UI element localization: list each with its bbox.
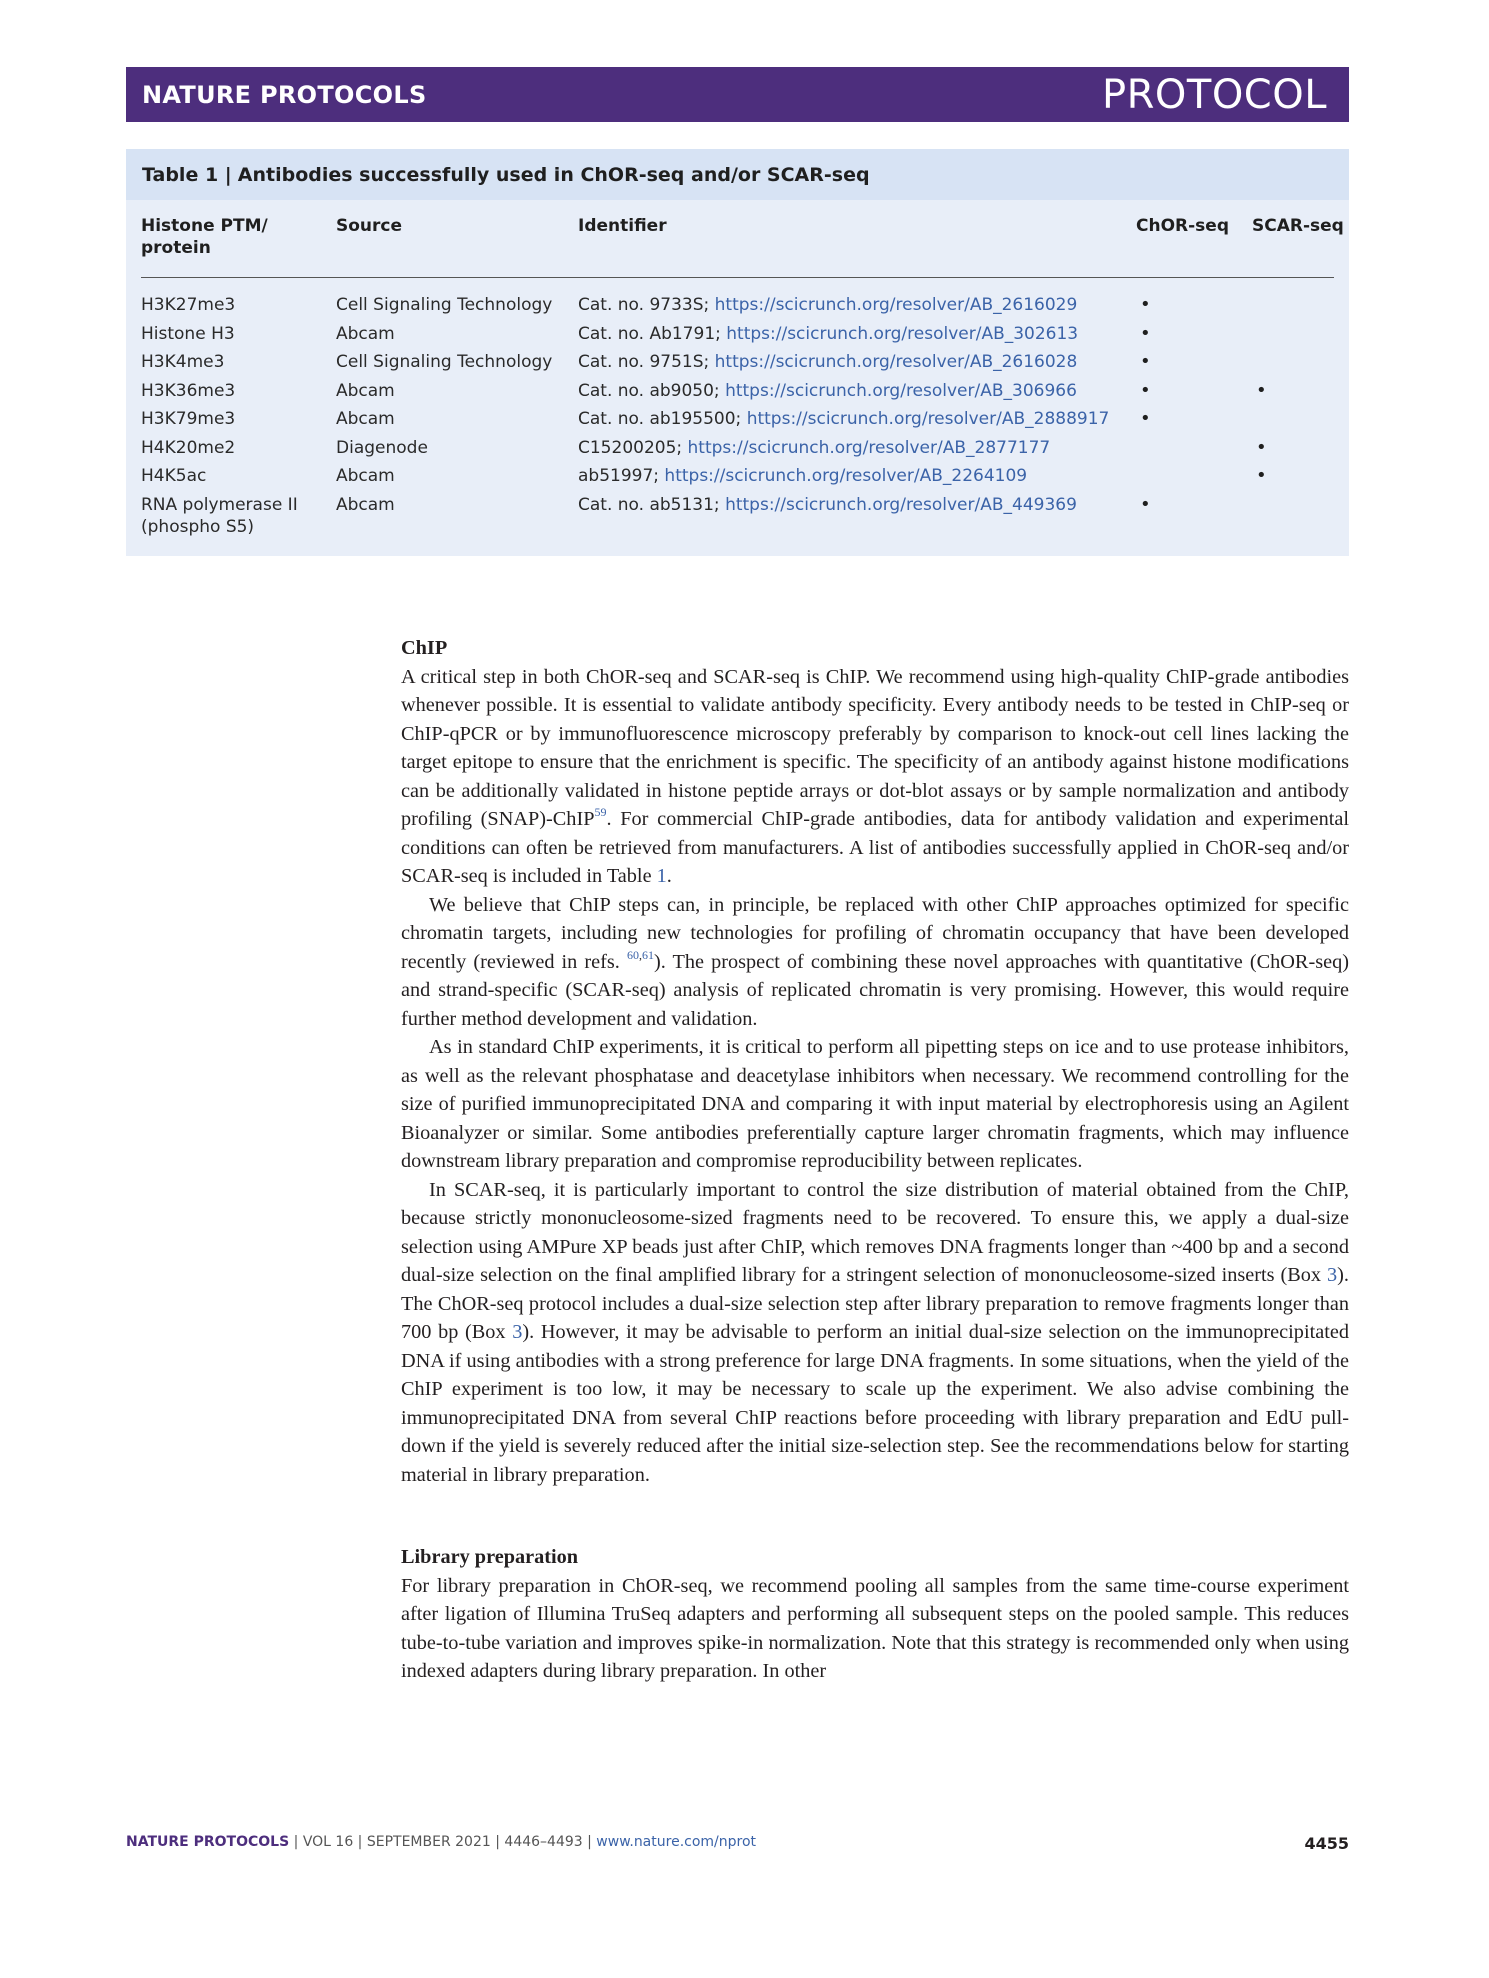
- table-caption: [126, 149, 1349, 200]
- text-run: .: [666, 865, 672, 887]
- cell-source: Cell Signaling Technology: [336, 352, 553, 372]
- paragraph: [401, 1176, 1349, 1490]
- footer-date: SEPTEMBER 2021: [366, 1834, 491, 1850]
- catalog-number: C15200205;: [578, 437, 688, 458]
- cell-identifier: [578, 294, 1138, 316]
- cell-chor-seq-mark: •: [1140, 294, 1151, 315]
- text-run: ). The prospect of combining these novel approaches with quantitative (ChOR-seq) and strand-specific (SCAR-seq) analysis of replicated chromatin is very promising. However, this would require further method development and validation.: [401, 950, 1349, 1030]
- reference-link[interactable]: 60: [626, 947, 639, 962]
- cell-identifier: [578, 408, 1138, 430]
- cell-ptm: Histone H3: [141, 323, 235, 344]
- table-link[interactable]: 1: [656, 865, 667, 887]
- table-caption-title: Antibodies successfully used in ChOR-seq and/or SCAR-seq: [237, 163, 870, 186]
- text-run: . For commercial ChIP-grade antibodies, data for antibody validation and experimental conditions can often be retrieved from manufacturers. A list of antibodies successfully applied in ChOR-seq and/or SCAR-seq is included in Table: [401, 808, 1349, 887]
- cell-ptm: H3K79me3: [141, 409, 236, 429]
- catalog-number: Cat. no. Ab1791;: [578, 323, 727, 344]
- catalog-number: Cat. no. ab9050;: [578, 380, 726, 401]
- table-caption-number: Table 1 |: [142, 163, 232, 186]
- column-header-scar-seq: SCAR-seq: [1252, 216, 1344, 236]
- cell-identifier: [578, 437, 1138, 459]
- paragraph: [401, 891, 1349, 1034]
- cell-ptm: H3K27me3: [141, 295, 236, 315]
- footer-separator: |: [490, 1834, 505, 1850]
- cell-identifier: [578, 494, 1138, 516]
- footer-separator: |: [582, 1834, 597, 1850]
- cell-scar-seq-mark: •: [1256, 436, 1267, 458]
- cell-identifier: [578, 465, 1138, 487]
- cell-source: Cell Signaling Technology: [336, 295, 553, 315]
- reference-link[interactable]: 59: [594, 805, 607, 819]
- footer-journal: NATURE PROTOCOLS: [126, 1834, 290, 1850]
- journal-name: NATURE PROTOCOLS: [142, 80, 427, 109]
- table-row: [126, 380, 1349, 408]
- column-header-chor-seq: ChOR-seq: [1136, 216, 1229, 236]
- cell-scar-seq-mark: •: [1256, 465, 1267, 486]
- cell-chor-seq-mark: •: [1140, 351, 1151, 372]
- resolver-link[interactable]: https://scicrunch.org/resolver/AB_302613: [726, 323, 1079, 344]
- table-row: [126, 465, 1349, 493]
- box-link[interactable]: 3: [1327, 1264, 1338, 1286]
- table-row: [126, 408, 1349, 436]
- body-text-column: [401, 634, 1349, 1686]
- table-row: [126, 437, 1349, 465]
- catalog-number: ab51997;: [578, 466, 665, 486]
- section-heading-library-preparation: Library preparation: [401, 1546, 579, 1568]
- text-run: In SCAR-seq, it is particularly important to control the size distribution of material obtained from the ChIP, because strictly mononucleosome-sized fragments need to be recovered. To ensure this, we apply a dual-size selection using AMPure XP beads just after ChIP, which removes DNA fragments longer than ~400 bp and a second dual-size selection on the final amplified library for a stringent selection of mononucleosome-sized inserts (Box: [401, 1178, 1349, 1286]
- footer-volume: VOL 16: [302, 1834, 354, 1850]
- reference-link[interactable]: 61: [641, 947, 654, 962]
- text-run: ). The ChOR-seq protocol includes a dual-size selection step after library preparation to remove fragments longer than 700 bp (Box: [401, 1264, 1349, 1343]
- table-row: [126, 494, 1349, 542]
- paragraph: [401, 663, 1349, 891]
- column-header-ptm: Histone PTM/ protein: [141, 216, 268, 258]
- page-number: 4455: [1304, 1834, 1349, 1853]
- cell-identifier: [578, 351, 1138, 373]
- paragraph: As in standard ChIP experiments, it is critical to perform all pipetting steps on ice and to use protease inhibitors, as well as the relevant phosphatase and deacetylase inhibitors when necessary. We recommend controlling for the size of purified immunoprecipitated DNA and comparing it with input material by electrophoresis using an Agilent Bioanalyzer or similar. Some antibodies preferentially capture larger chromatin fragments, which may influence downstream library preparation and compromise reproducibility between replicates.: [401, 1036, 1349, 1172]
- section-heading-chip: ChIP: [401, 637, 448, 659]
- catalog-number: Cat. no. 9733S;: [578, 295, 715, 315]
- table-row: [126, 323, 1349, 351]
- cell-source: Abcam: [336, 323, 395, 344]
- column-header-source: Source: [336, 216, 403, 236]
- footer-separator: |: [353, 1834, 367, 1850]
- catalog-number: Cat. no. ab5131;: [578, 494, 726, 515]
- footer-pages: 4446–4493: [504, 1834, 583, 1850]
- table-header-rule: [141, 277, 1334, 278]
- text-run: ). However, it may be advisable to perform an initial dual-size selection on the immunoprecipitated DNA if using antibodies with a strong preference for large DNA fragments. In some situations, when the yield of the ChIP experiment is too low, it may be necessary to scale up the experiment. We also advise combining the immunoprecipitated DNA from several ChIP reactions before proceeding with library preparation and EdU pull-down if the yield is severely reduced after the initial size-selection step. See the recommendations below for starting material in library preparation.: [401, 1321, 1349, 1486]
- resolver-link[interactable]: https://scicrunch.org/resolver/AB_2264109: [664, 466, 1028, 486]
- cell-identifier: [578, 323, 1138, 345]
- reference-separator: ,: [638, 947, 642, 962]
- cell-ptm: H4K5ac: [141, 466, 207, 486]
- resolver-link[interactable]: https://scicrunch.org/resolver/AB_2616028: [714, 352, 1078, 372]
- cell-source: Abcam: [336, 494, 395, 515]
- journal-header-bar: [126, 67, 1349, 122]
- resolver-link[interactable]: https://scicrunch.org/resolver/AB_2616029: [714, 295, 1078, 315]
- catalog-number: Cat. no. ab195500;: [578, 409, 747, 429]
- box-link[interactable]: 3: [512, 1321, 523, 1343]
- cell-ptm: H3K4me3: [141, 352, 225, 372]
- text-run: We believe that ChIP steps can, in principle, be replaced with other ChIP approaches optimized for specific chromatin targets, including new technologies for profiling of chromatin occupancy that have been developed recently (reviewed in refs.: [401, 893, 1349, 973]
- paragraph: For library preparation in ChOR-seq, we recommend pooling all samples from the same time-course experiment after ligation of Illumina TruSeq adapters and performing all subsequent steps on the pooled sample. This reduces tube-to-tube variation and improves spike-in normalization. Note that this strategy is recommended only when using indexed adapters during library preparation. In other: [401, 1574, 1349, 1682]
- cell-chor-seq-mark: •: [1140, 322, 1151, 344]
- table-row: [126, 294, 1349, 322]
- column-header-identifier: Identifier: [578, 216, 667, 236]
- cell-ptm: H4K20me2: [141, 437, 236, 458]
- footer-separator: |: [289, 1834, 303, 1850]
- resolver-link[interactable]: https://scicrunch.org/resolver/AB_306966: [725, 380, 1077, 401]
- catalog-number: Cat. no. 9751S;: [578, 352, 715, 372]
- cell-identifier: [578, 380, 1138, 402]
- cell-chor-seq-mark: •: [1140, 408, 1151, 429]
- resolver-link[interactable]: https://scicrunch.org/resolver/AB_2888917: [746, 409, 1110, 429]
- page-footer: [126, 1834, 1349, 1854]
- resolver-link[interactable]: https://scicrunch.org/resolver/AB_2877177: [687, 437, 1051, 458]
- antibody-table: [126, 149, 1349, 556]
- cell-source: Abcam: [336, 466, 395, 486]
- cell-scar-seq-mark: •: [1256, 379, 1267, 401]
- cell-source: Abcam: [336, 409, 395, 429]
- table-row: [126, 351, 1349, 379]
- cell-chor-seq-mark: •: [1140, 379, 1151, 401]
- cell-ptm: H3K36me3: [141, 380, 236, 401]
- resolver-link[interactable]: https://scicrunch.org/resolver/AB_449369: [725, 494, 1077, 515]
- cell-ptm: RNA polymerase II (phospho S5): [141, 494, 298, 537]
- cell-chor-seq-mark: •: [1140, 493, 1151, 515]
- footer-url-link[interactable]: www.nature.com/nprot: [596, 1834, 757, 1850]
- cell-source: Diagenode: [336, 437, 428, 458]
- article-type: PROTOCOL: [1101, 71, 1327, 118]
- text-run: A critical step in both ChOR-seq and SCAR-seq is ChIP. We recommend using high-quality ChIP-grade antibodies whenever possible. It is essential to validate antibody specificity. Every antibody needs to be tested in ChIP-seq or ChIP-qPCR or by immunofluorescence microscopy preferably by comparison to knock-out cell lines lacking the target epitope to ensure that the enrichment is specific. The specificity of an antibody against histone modifications can be additionally validated in histone peptide arrays or dot-blot assays or by sample normalization and antibody profiling (SNAP)-ChIP: [401, 665, 1349, 830]
- cell-source: Abcam: [336, 380, 395, 401]
